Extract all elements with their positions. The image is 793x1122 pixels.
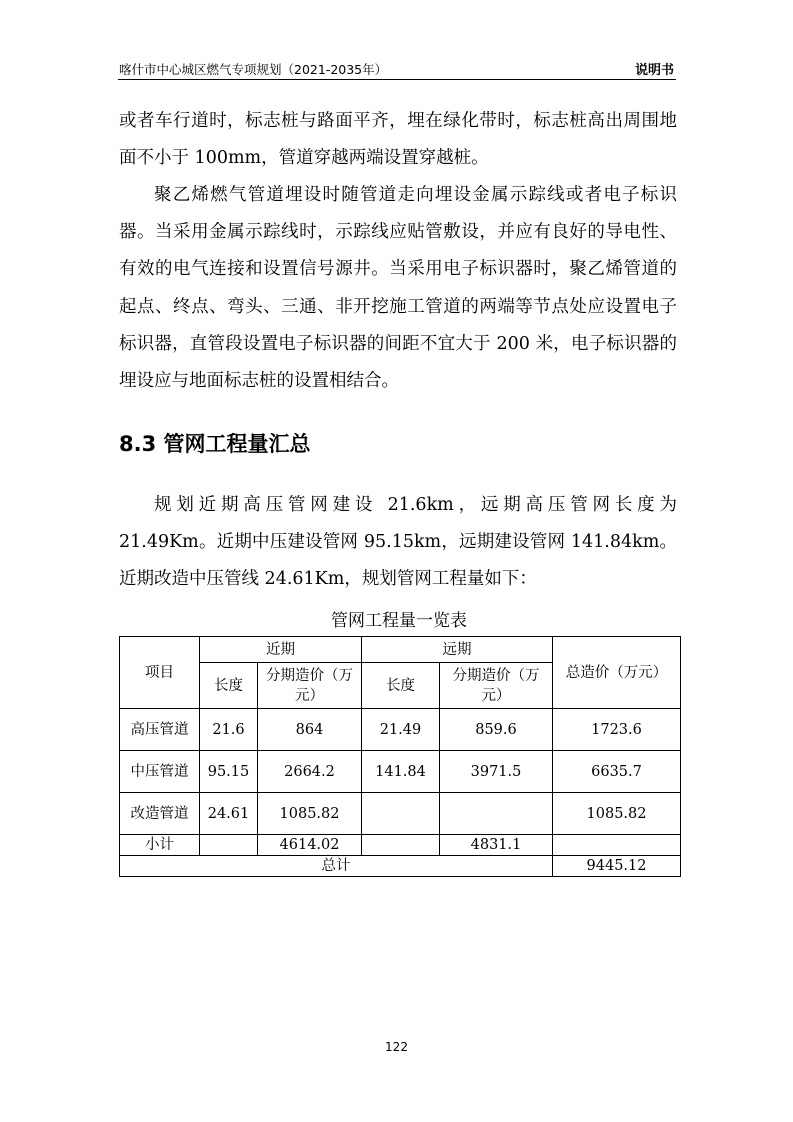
subtotal-total [553,835,681,856]
header-title: 喀什市中心城区燃气专项规划（2021-2035年） [119,62,388,77]
header-rule [118,79,676,80]
row-total: 1723.6 [553,709,681,751]
row-far-cost [440,793,553,835]
row-total: 1085.82 [553,793,681,835]
row-near-cost: 2664.2 [258,751,362,793]
subtotal-label: 小计 [120,835,200,856]
row-near-length: 21.6 [200,709,258,751]
row-far-cost: 859.6 [440,709,553,751]
row-far-length: 141.84 [362,751,440,793]
table-row [120,793,681,835]
row-near-cost: 1085.82 [258,793,362,835]
subtotal-row [120,835,681,856]
row-far-length: 21.49 [362,709,440,751]
row-item: 高压管道 [120,709,200,751]
paragraph-tracer-wire: 聚乙烯燃气管道埋设时随管道走向埋设金属示踪线或者电子标识器。当采用金属示踪线时，示踪线应贴管敷设，并应有良好的导电性、有效的电气连接和设置信号源井。当采用电子标识器时，聚乙烯管道的起点、终点、弯头、三通、非开挖施工管道的两端等节点处应设置电子标识器，直管段设置电子标识器的间距不宜大于 200 米，电子标识器的埋设应与地面标志桩的设置相结合。 [119,185,677,392]
grand-total-label: 总计 [120,856,553,877]
grand-total-value: 9445.12 [553,856,681,877]
header-far-length: 长度 [362,663,440,709]
row-near-length: 24.61 [200,793,258,835]
header-far-phase-cost: 分期造价（万元） [440,663,553,709]
header-total-cost: 总造价（万元） [553,637,681,709]
table-row [120,709,681,751]
row-far-cost: 3971.5 [440,751,553,793]
row-item: 改造管道 [120,793,200,835]
header-near-length: 长度 [200,663,258,709]
row-far-length [362,793,440,835]
header-near-term: 近期 [200,637,362,663]
header-doc-type: 说明书 [634,63,674,78]
row-item: 中压管道 [120,751,200,793]
table-header-row [120,637,681,663]
grand-total-row [120,856,681,877]
paragraph-marker-piles: 或者车行道时，标志桩与路面平齐，埋在绿化带时，标志桩高出周围地面不小于 100mm，管道穿越两端设置穿越桩。 [119,111,677,169]
subtotal-near-length [200,835,258,856]
page-number: 122 [385,1040,408,1054]
header-near-phase-cost: 分期造价（万元） [258,663,362,709]
table-row [120,751,681,793]
section-heading: 8.3 管网工程量汇总 [119,432,311,456]
subtotal-near-cost: 4614.02 [258,835,362,856]
subtotal-far-length [362,835,440,856]
row-near-cost: 864 [258,709,362,751]
header-long-term: 远期 [362,637,553,663]
row-near-length: 95.15 [200,751,258,793]
row-total: 6635.7 [553,751,681,793]
quantity-table [119,636,681,877]
subtotal-far-cost: 4831.1 [440,835,553,856]
header-item: 项目 [120,637,200,709]
section-intro: 规划近期高压管网建设 21.6km，远期高压管网长度为 21.49Km。近期中压建设管网 95.15km，远期建设管网 141.84km。近期改造中压管线 24.61Km，规划管网工程量如下： [119,495,677,590]
table-title: 管网工程量一览表 [331,611,467,631]
